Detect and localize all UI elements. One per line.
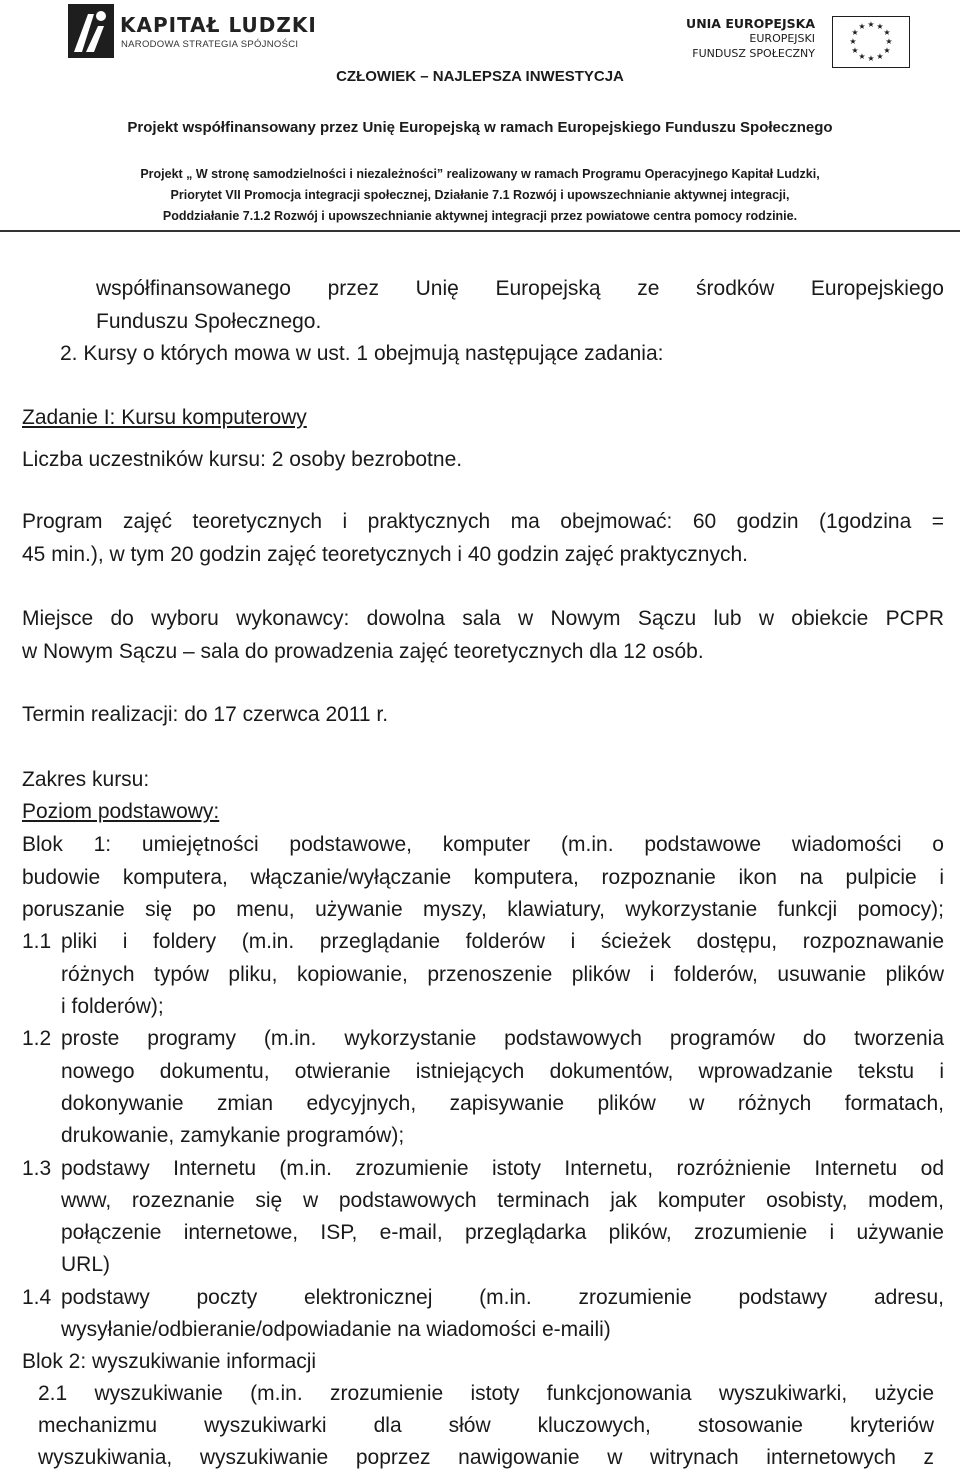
body-line: Funduszu Społecznego. <box>96 310 322 333</box>
list-item: podstawy Internetu (m.in. zrozumienie istoty Internetu, rozróżnienie Internetu od <box>61 1157 944 1180</box>
list-number: 1.4 <box>22 1286 52 1309</box>
project-info-line: Projekt „ W stronę samodzielności i niezależności” realizowany w ramach Programu Operacyjnego Kapitał Ludzki, <box>140 167 820 181</box>
body-line: poruszanie się po menu, używanie myszy, klawiatury, wykorzystanie funkcji pomocy); <box>22 898 944 921</box>
body-line: Termin realizacji: do 17 czerwca 2011 r. <box>22 703 389 726</box>
project-info <box>0 164 960 227</box>
list-item: drukowanie, zamykanie programów); <box>61 1124 405 1147</box>
list-item: i folderów); <box>61 995 164 1018</box>
list-item: 2.1 wyszukiwanie (m.in. zrozumienie istoty funkcjonowania wyszukiwarki, użycie <box>38 1382 934 1405</box>
project-title: Projekt współfinansowany przez Unię Europejską w ramach Europejskiego Funduszu Społecznego <box>127 119 833 136</box>
level-heading: Poziom podstawowy: <box>22 800 220 823</box>
list-item: pliki i foldery (m.in. przeglądanie folderów i ścieżek dostępu, rozpoznawanie <box>61 930 944 953</box>
list-item: podstawy poczty elektronicznej (m.in. zrozumienie podstawy adresu, <box>61 1286 944 1309</box>
svg-text:★: ★ <box>876 52 884 61</box>
body-line: budowie komputera, włączanie/wyłączanie komputera, rozpoznanie ikon na pulpicie i <box>22 866 944 889</box>
list-item: połączenie internetowe, ISP, e-mail, przeglądarka plików, zrozumienie i używanie <box>61 1221 944 1244</box>
body-line: Liczba uczestników kursu: 2 osoby bezrobotne. <box>22 448 463 471</box>
svg-text:★: ★ <box>849 37 857 46</box>
project-info-line: Poddziałanie 7.1.2 Rozwój i upowszechnianie aktywnej integracji przez powiatowe centra pomocy rodzinie. <box>162 209 798 223</box>
eu-logo-text <box>686 16 815 61</box>
list-item: dokonywanie zmian edycyjnych, zapisywanie plików w różnych formatach, <box>61 1092 944 1115</box>
svg-text:★: ★ <box>858 52 866 61</box>
body-line: Program zajęć teoretycznych i praktycznych ma obejmować: 60 godzin (1godzina = <box>22 510 944 533</box>
svg-text:★: ★ <box>883 28 891 37</box>
list-item: nowego dokumentu, otwieranie istniejących dokumentów, wprowadzanie tekstu i <box>61 1060 944 1083</box>
svg-text:★: ★ <box>867 20 875 29</box>
list-item: 2. Kursy o których mowa w ust. 1 obejmują następujące zadania: <box>60 342 664 365</box>
list-number: 1.2 <box>22 1027 52 1050</box>
list-item: mechanizmu wyszukiwarki dla słów kluczowych, stosowanie kryteriów <box>38 1414 934 1437</box>
task-heading: Zadanie I: Kursu komputerowy <box>22 406 307 429</box>
list-item: wysyłanie/odbieranie/odpowiadanie na wiadomości e-maili) <box>61 1318 611 1341</box>
svg-text:★: ★ <box>858 22 866 31</box>
list-item: różnych typów pliku, kopiowanie, przenoszenie plików i folderów, usuwanie plików <box>61 963 944 986</box>
body-line: współfinansowanego przez Unię Europejską ze środków Europejskiego <box>96 277 944 300</box>
project-info-line: Priorytet VII Promocja integracji społecznej, Działanie 7.1 Rozwój i upowszechnianie aktywnej integracji, <box>170 188 790 202</box>
list-item: URL) <box>61 1253 111 1276</box>
eu-logo-line1: UNIA EUROPEJSKA <box>686 16 815 31</box>
svg-text:★: ★ <box>851 28 859 37</box>
svg-text:★: ★ <box>876 22 884 31</box>
svg-text:★: ★ <box>867 54 875 63</box>
eu-logo-line3: FUNDUSZ SPOŁECZNY <box>692 47 815 60</box>
body-line: 45 min.), w tym 20 godzin zajęć teoretycznych i 40 godzin zajęć praktycznych. <box>22 543 748 566</box>
svg-text:★: ★ <box>885 37 893 46</box>
list-item: wyszukiwania, wyszukiwanie poprzez nawigowanie w witrynach internetowych z <box>38 1446 934 1469</box>
list-item: www, rozeznanie się w podstawowych terminach jak komputer osobisty, modem, <box>61 1189 944 1212</box>
eu-flag-icon <box>832 16 910 68</box>
kapital-ludzki-name: KAPITAŁ LUDZKI <box>120 13 317 37</box>
list-item: proste programy (m.in. wykorzystanie podstawowych programów do tworzenia <box>61 1027 944 1050</box>
block-heading: Blok 2: wyszukiwanie informacji <box>22 1350 317 1373</box>
kapital-ludzki-emblem-icon <box>68 4 114 58</box>
eu-logo <box>686 16 910 76</box>
section-heading: Zakres kursu: <box>22 768 150 791</box>
list-number: 1.3 <box>22 1157 52 1180</box>
header-divider <box>0 230 960 232</box>
eu-logo-line2: EUROPEJSKI <box>749 32 815 45</box>
motto: CZŁOWIEK – NAJLEPSZA INWESTYCJA <box>336 68 624 85</box>
kapital-ludzki-subtitle: NARODOWA STRATEGIA SPÓJNOŚCI <box>121 39 299 50</box>
svg-text:★: ★ <box>851 46 859 55</box>
body-line: Miejsce do wyboru wykonawcy: dowolna sala w Nowym Sączu lub w obiekcie PCPR <box>22 607 944 630</box>
svg-text:★: ★ <box>883 46 891 55</box>
body-line: Blok 1: umiejętności podstawowe, komputer (m.in. podstawowe wiadomości o <box>22 833 944 856</box>
kapital-ludzki-logo <box>68 4 328 58</box>
body-line: w Nowym Sączu – sala do prowadzenia zajęć teoretycznych dla 12 osób. <box>22 640 704 663</box>
list-number: 1.1 <box>22 930 52 953</box>
